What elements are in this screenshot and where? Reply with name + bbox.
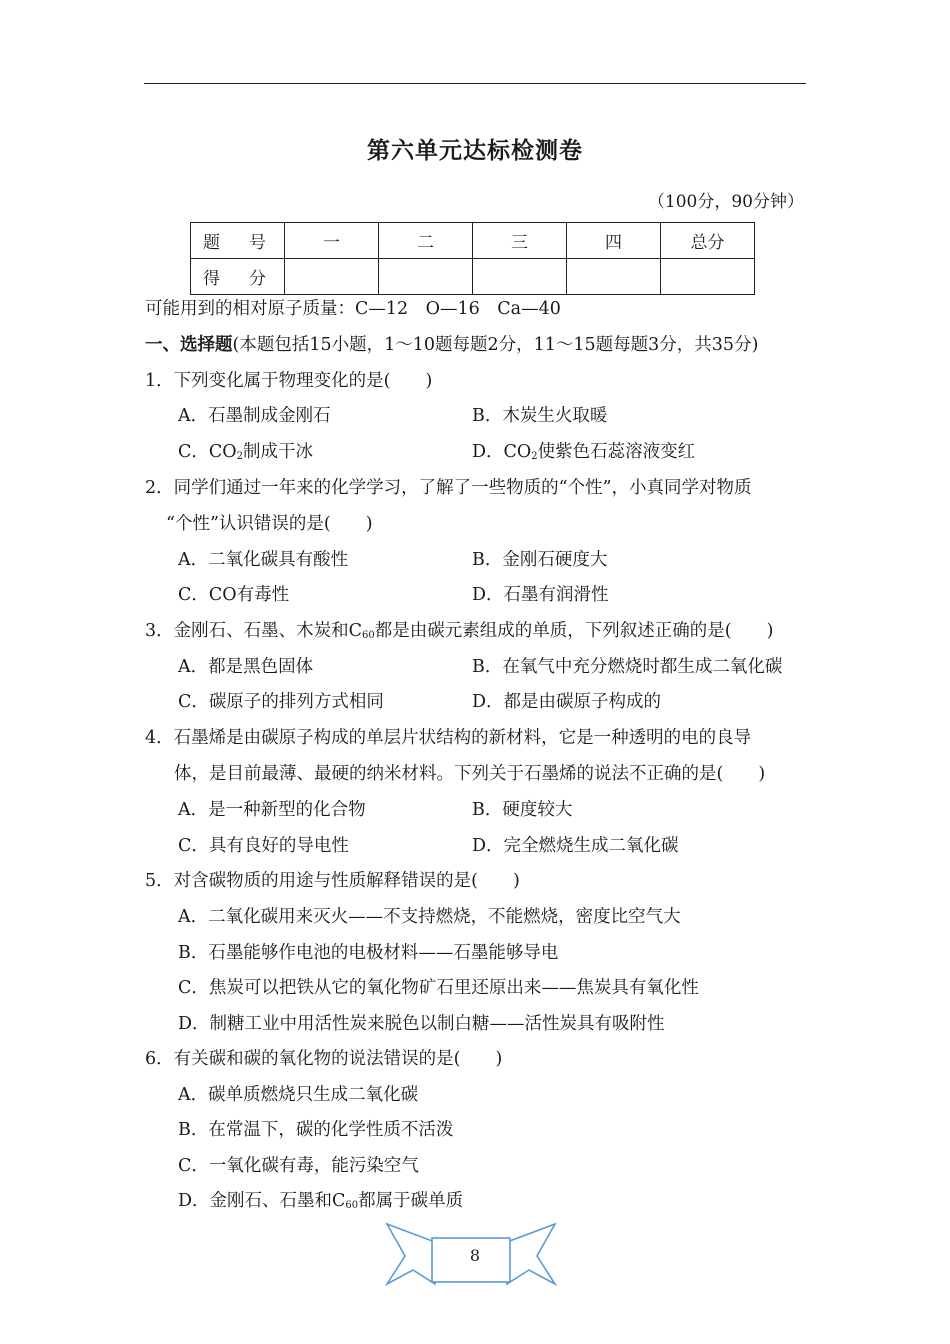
section-title: 一、选择题	[145, 335, 233, 355]
score-time-info: （100分，90分钟）	[647, 192, 804, 212]
question-stem: 5．对含碳物质的用途与性质解释错误的是( )	[145, 871, 520, 891]
header-rule	[144, 83, 806, 84]
option-d: D．石墨有润滑性	[472, 585, 609, 605]
option-b: B．在氧气中充分燃烧时都生成二氧化碳	[472, 657, 783, 677]
section-note: (本题包括15小题，1～10题每题2分，11～15题每题3分，共35分)	[232, 335, 759, 355]
option-b: B．木炭生火取暖	[472, 406, 608, 426]
score-table-cell: 二	[379, 223, 473, 259]
question-stem: 1．下列变化属于物理变化的是( )	[145, 371, 433, 391]
score-input-cell[interactable]	[661, 259, 755, 295]
option-a: A．是一种新型的化合物	[178, 800, 366, 820]
option-a: A．二氧化碳具有酸性	[178, 550, 349, 570]
option-c: C．一氧化碳有毒，能污染空气	[178, 1156, 419, 1176]
option-d	[472, 440, 695, 469]
score-table-cell: 四	[567, 223, 661, 259]
option-c: C．具有良好的导电性	[178, 836, 349, 856]
score-table	[190, 222, 755, 295]
question-stem	[145, 619, 773, 648]
option-a: A．都是黑色固体	[178, 657, 314, 677]
option-text: 使紫色石蕊溶液变红	[537, 442, 696, 462]
score-table-cell: 得 分	[191, 259, 285, 295]
option-b: B．金刚石硬度大	[472, 550, 608, 570]
question-stem-cont: “个性”认识错误的是( )	[166, 514, 373, 534]
option-c: C．焦炭可以把铁从它的氧化物矿石里还原出来——焦炭具有氧化性	[178, 978, 699, 998]
option-a: A．石墨制成金刚石	[178, 406, 331, 426]
section-heading	[145, 333, 758, 357]
option-text: 制成干冰	[243, 442, 314, 462]
score-table-score-row	[191, 259, 755, 295]
question-stem: 4．石墨烯是由碳原子构成的单层片状结构的新材料，它是一种透明的电的良导	[145, 728, 752, 748]
atomic-masses: 可能用到的相对原子质量：C—12 O—16 Ca—40	[145, 299, 561, 319]
option-b: B．硬度较大	[472, 800, 573, 820]
option-c: C．碳原子的排列方式相同	[178, 692, 384, 712]
score-table-header-row	[191, 223, 755, 259]
score-table-cell: 总分	[661, 223, 755, 259]
option-a: A．碳单质燃烧只生成二氧化碳	[178, 1085, 419, 1105]
stem-text: 3．金刚石、石墨、木炭和C	[145, 621, 363, 641]
option-d	[178, 1189, 463, 1218]
stem-text: 都是由碳元素组成的单质，下列叙述正确的是( )	[374, 621, 774, 641]
page-number: 8	[469, 1246, 481, 1265]
option-b: B．石墨能够作电池的电极材料——石墨能够导电	[178, 943, 559, 963]
subscript: 60	[362, 630, 375, 641]
question-stem: 6．有关碳和碳的氧化物的说法错误的是( )	[145, 1049, 503, 1069]
score-table-cell: 一	[285, 223, 379, 259]
option-d: D．完全燃烧生成二氧化碳	[472, 836, 679, 856]
subscript: 2	[531, 451, 538, 462]
option-b: B．在常温下，碳的化学性质不活泼	[178, 1120, 454, 1140]
question-stem-cont: 体，是目前最薄、最硬的纳米材料。下列关于石墨烯的说法不正确的是( )	[174, 764, 766, 784]
page-title: 第六单元达标检测卷	[367, 138, 583, 164]
subscript: 60	[345, 1200, 359, 1211]
score-input-cell[interactable]	[567, 259, 661, 295]
option-d: D．制糖工业中用活性炭来脱色以制白糖——活性炭具有吸附性	[178, 1014, 665, 1034]
option-a: A．二氧化碳用来灭火——不支持燃烧，不能燃烧，密度比空气大	[178, 907, 681, 927]
option-c	[178, 440, 313, 469]
option-text: D．金刚石、石墨和C	[178, 1191, 346, 1211]
option-c: C．CO有毒性	[178, 585, 290, 605]
score-input-cell[interactable]	[379, 259, 473, 295]
score-input-cell[interactable]	[285, 259, 379, 295]
score-table-cell: 三	[473, 223, 567, 259]
option-d: D．都是由碳原子构成的	[472, 692, 662, 712]
option-text: C．CO	[178, 442, 237, 462]
question-stem: 2．同学们通过一年来的化学学习，了解了一些物质的“个性”，小真同学对物质	[145, 478, 752, 498]
option-text: D．CO	[472, 442, 532, 462]
score-input-cell[interactable]	[473, 259, 567, 295]
score-table-cell: 题 号	[191, 223, 285, 259]
option-text: 都属于碳单质	[358, 1191, 464, 1211]
subscript: 2	[236, 451, 244, 462]
